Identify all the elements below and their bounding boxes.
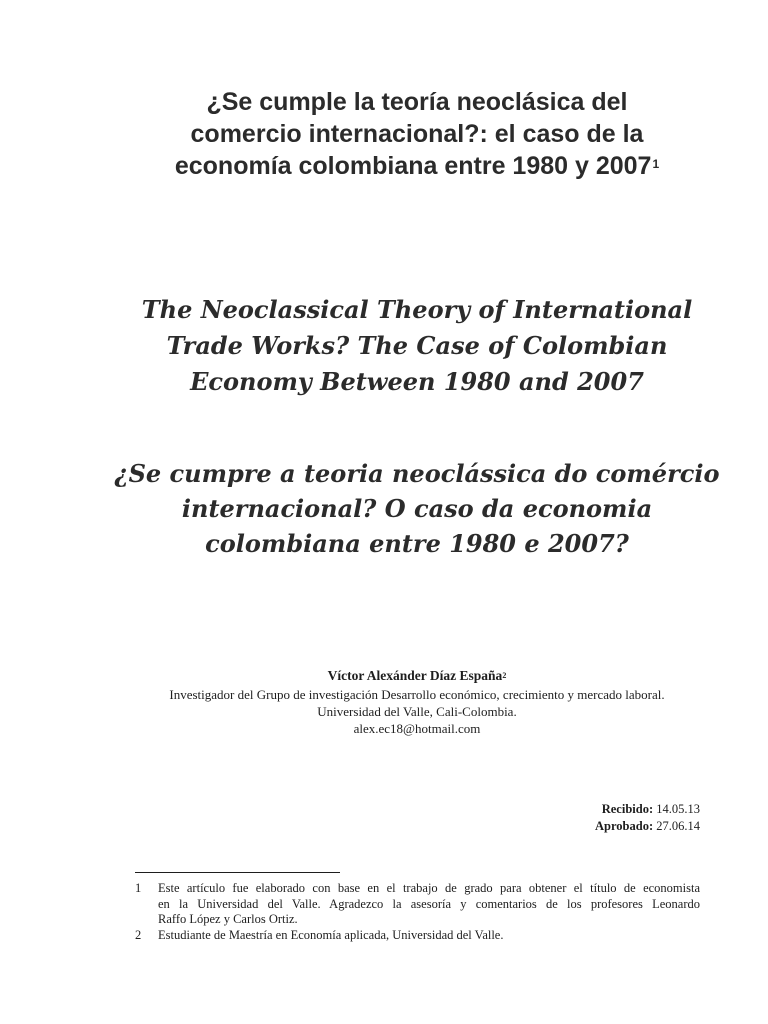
title-portuguese-line: colombiana entre 1980 e 2007? xyxy=(205,529,629,558)
title-spanish-line: comercio internacional?: el caso de la xyxy=(190,120,644,148)
footnote-text xyxy=(158,928,700,944)
submission-dates xyxy=(595,801,700,835)
footnote-number: 2 xyxy=(135,927,142,942)
footnote-item xyxy=(135,881,700,928)
title-footnote-mark[interactable]: 1 xyxy=(652,157,660,171)
title-english-line: Economy Between 1980 and 2007 xyxy=(190,367,644,396)
author-email[interactable]: alex.ec18@hotmail.com xyxy=(353,721,481,736)
footnote-item xyxy=(135,928,700,944)
footnote-line: Este artículo fue elaborado con base en el trabajo de grado para obtener el título de economista xyxy=(158,881,700,895)
author-name xyxy=(110,667,724,684)
footnotes xyxy=(135,881,700,943)
received-value: 14.05.13 xyxy=(656,802,700,816)
approved-value: 27.06.14 xyxy=(656,819,700,833)
title-spanish-line xyxy=(110,150,724,182)
author-institution: Universidad del Valle, Cali-Colombia. xyxy=(317,704,517,719)
author-name-text: Víctor Alexánder Díaz España xyxy=(327,668,503,683)
title-portuguese-line: ¿Se cumpre a teoria neoclássica do comércio xyxy=(114,459,720,488)
title-english xyxy=(110,292,724,400)
title-spanish-line-text: economía colombiana entre 1980 y 2007 xyxy=(174,152,652,180)
footnote-line: Estudiante de Maestría en Economía aplicada, Universidad del Valle. xyxy=(158,927,504,942)
author-footnote-mark[interactable]: 2 xyxy=(502,671,507,680)
received-date xyxy=(595,801,700,818)
approved-date xyxy=(595,818,700,835)
author-affiliation: Investigador del Grupo de investigación Desarrollo económico, crecimiento y mercado laboral. xyxy=(169,687,665,702)
footnote-divider xyxy=(135,872,340,873)
received-label: Recibido: xyxy=(601,802,654,816)
title-spanish-line: ¿Se cumple la teoría neoclásica del xyxy=(206,88,628,116)
footnote-line: en la Universidad del Valle. Agradezco la asesoría y comentarios de los profesores Leonardo xyxy=(158,896,700,911)
footnote-line: Raffo López y Carlos Ortiz. xyxy=(158,912,298,926)
title-spanish xyxy=(110,86,724,182)
author-block xyxy=(110,667,724,737)
footnote-text xyxy=(158,881,700,928)
title-english-line: The Neoclassical Theory of International xyxy=(141,295,693,324)
footnote-number: 1 xyxy=(135,881,142,895)
title-english-line: Trade Works? The Case of Colombian xyxy=(166,331,668,360)
approved-label: Aprobado: xyxy=(595,819,654,833)
title-portuguese xyxy=(100,456,734,561)
title-portuguese-line: internacional? O caso da economia xyxy=(181,494,653,523)
